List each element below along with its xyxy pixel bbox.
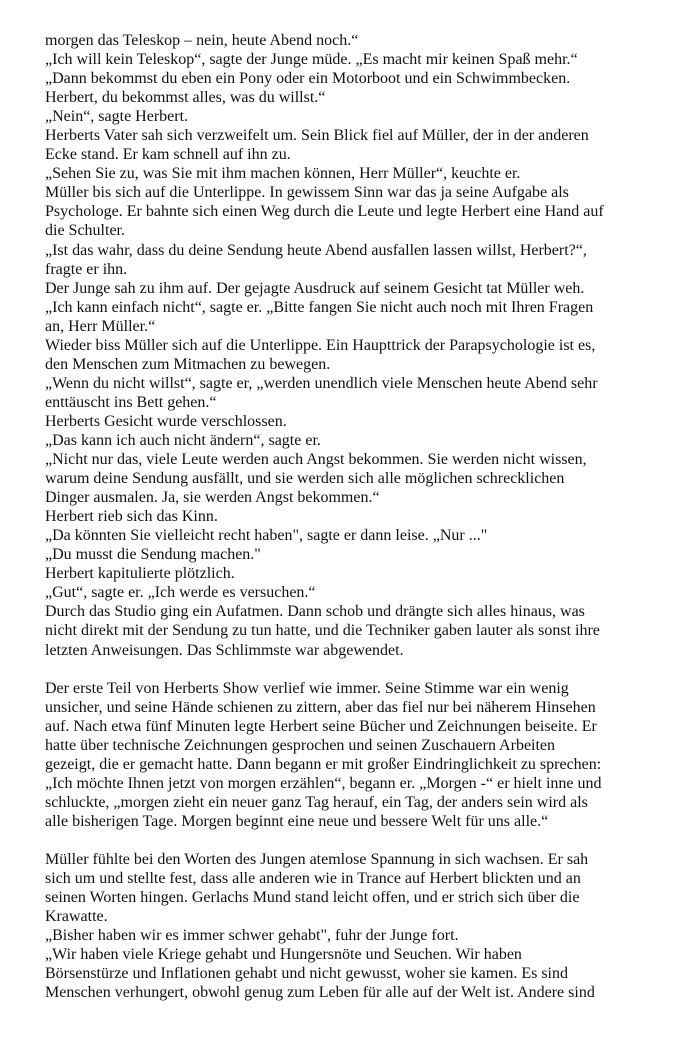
text-line: „Dann bekommst du eben ein Pony oder ein Motorboot und ein Schwimmbecken. (45, 70, 571, 88)
text-line: unsicher, und seine Hände schienen zu zittern, aber das fiel nur bei näherem Hinsehen (45, 698, 596, 716)
text-line: auf. Nach etwa fünf Minuten legte Herbert seine Bücher und Zeichnungen beiseite. Er (45, 717, 597, 735)
text-line: Krawatte. (45, 908, 108, 926)
text-line: Müller fühlte bei den Worten des Jungen atemlose Spannung in sich wachsen. Er sah (45, 851, 589, 869)
text-line: Börsenstürze und Inflationen gehabt und nicht gewusst, woher sie kamen. Es sind (45, 965, 568, 983)
text-line: Durch das Studio ging ein Aufatmen. Dann schob und drängte sich alles hinaus, was (45, 603, 585, 621)
text-line: „Wenn du nicht willst“, sagte er, „werden unendlich viele Menschen heute Abend sehr (45, 374, 598, 392)
text-line: „Bisher haben wir es immer schwer gehabt", fuhr der Junge fort. (45, 927, 459, 945)
text-line: „Das kann ich auch nicht ändern“, sagte er. (45, 431, 321, 449)
text-line: morgen das Teleskop – nein, heute Abend noch.“ (45, 32, 359, 49)
text-line: „Ich will kein Teleskop“, sagte der Junge müde. „Es macht mir keinen Spaß mehr.“ (45, 51, 578, 69)
text-line: nicht direkt mit der Sendung zu tun hatte, und die Techniker gaben lauter als sonst ihre (45, 622, 600, 640)
paragraph-spacer (45, 831, 665, 850)
text-line: Dinger ausmalen. Ja, sie werden Angst bekommen.“ (45, 489, 380, 507)
text-line: Müller bis sich auf die Unterlippe. In gewissem Sinn war das ja seine Aufgabe als (45, 184, 569, 202)
text-line: „Ich kann einfach nicht“, sagte er. „Bitte fangen Sie nicht auch noch mit Ihren Fragen (45, 298, 594, 316)
text-line: enttäuscht ins Bett gehen.“ (45, 393, 217, 411)
text-line: an, Herr Müller.“ (45, 317, 156, 335)
text-line: Herberts Gesicht wurde verschlossen. (45, 412, 287, 430)
text-line: Wieder biss Müller sich auf die Unterlippe. Ein Haupttrick der Parapsychologie ist es, (45, 336, 596, 354)
text-line: „Nein“, sagte Herbert. (45, 108, 189, 126)
text-line: „Nicht nur das, viele Leute werden auch Angst bekommen. Sie werden nicht wissen, (45, 451, 587, 469)
paragraph-spacer (45, 660, 665, 679)
text-line: sich um und stellte fest, dass alle anderen wie in Trance auf Herbert blickten und an (45, 870, 581, 888)
text-line: „Da könnten Sie vielleicht recht haben", sagte er dann leise. „Nur ..." (45, 527, 488, 545)
text-line: den Menschen zum Mitmachen zu bewegen. (45, 355, 331, 373)
text-line: Herbert kapitulierte plötzlich. (45, 565, 235, 583)
text-line: „Ich möchte Ihnen jetzt von morgen erzählen“, begann er. „Morgen -“ er hielt inne und (45, 774, 602, 792)
text-line: warum deine Sendung ausfällt, und sie werden sich alle möglichen schrecklichen (45, 470, 565, 488)
paragraph (45, 679, 665, 831)
text-line: Menschen verhungert, obwohl genug zum Leben für alle auf der Welt ist. Andere sind (45, 984, 595, 1002)
text-line: „Gut“, sagte er. „Ich werde es versuchen.“ (45, 584, 316, 602)
paragraph (45, 31, 665, 660)
paragraph (45, 850, 665, 1002)
text-line: seinen Worten hingen. Gerlachs Mund stand leicht offen, und er strich sich über die (45, 889, 580, 907)
text-line: „Sehen Sie zu, was Sie mit ihm machen können, Herr Müller“, keuchte er. (45, 165, 521, 183)
text-line: „Du musst die Sendung machen." (45, 546, 261, 564)
text-line: „Ist das wahr, dass du deine Sendung heute Abend ausfallen lassen willst, Herbert?“, (45, 241, 587, 259)
text-line: Herberts Vater sah sich verzweifelt um. Sein Blick fiel auf Müller, der in der anderen (45, 127, 589, 145)
text-line: alle bisherigen Tage. Morgen beginnt eine neue und bessere Welt für uns alle.“ (45, 812, 549, 830)
text-line: Der erste Teil von Herberts Show verlief wie immer. Seine Stimme war ein wenig (45, 679, 569, 697)
text-line: „Wir haben viele Kriege gehabt und Hungersnöte und Seuchen. Wir haben (45, 946, 522, 964)
text-line: schluckte, „morgen zieht ein neuer ganz Tag herauf, ein Tag, der anders sein wird als (45, 793, 588, 811)
text-line: Herbert rieb sich das Kinn. (45, 508, 218, 526)
text-line: Herbert, du bekommst alles, was du willst.“ (45, 89, 326, 107)
text-line: letzten Anweisungen. Das Schlimmste war abgewendet. (45, 641, 404, 659)
text-line: Der Junge sah zu ihm auf. Der gejagte Ausdruck auf seinem Gesicht tat Müller weh. (45, 279, 585, 297)
text-line: Ecke stand. Er kam schnell auf ihn zu. (45, 146, 291, 164)
text-line: gezeigt, die er gemacht hatte. Dann begann er mit großer Eindringlichkeit zu sprechen: (45, 755, 602, 773)
text-line: hatte über technische Zeichnungen gesprochen und seinen Zuschauern Arbeiten (45, 736, 556, 754)
text-line: fragte er ihn. (45, 260, 128, 278)
document-page (45, 31, 665, 1002)
text-line: Psychologe. Er bahnte sich einen Weg durch die Leute und legte Herbert eine Hand auf (45, 203, 604, 221)
text-line: die Schulter. (45, 222, 125, 240)
